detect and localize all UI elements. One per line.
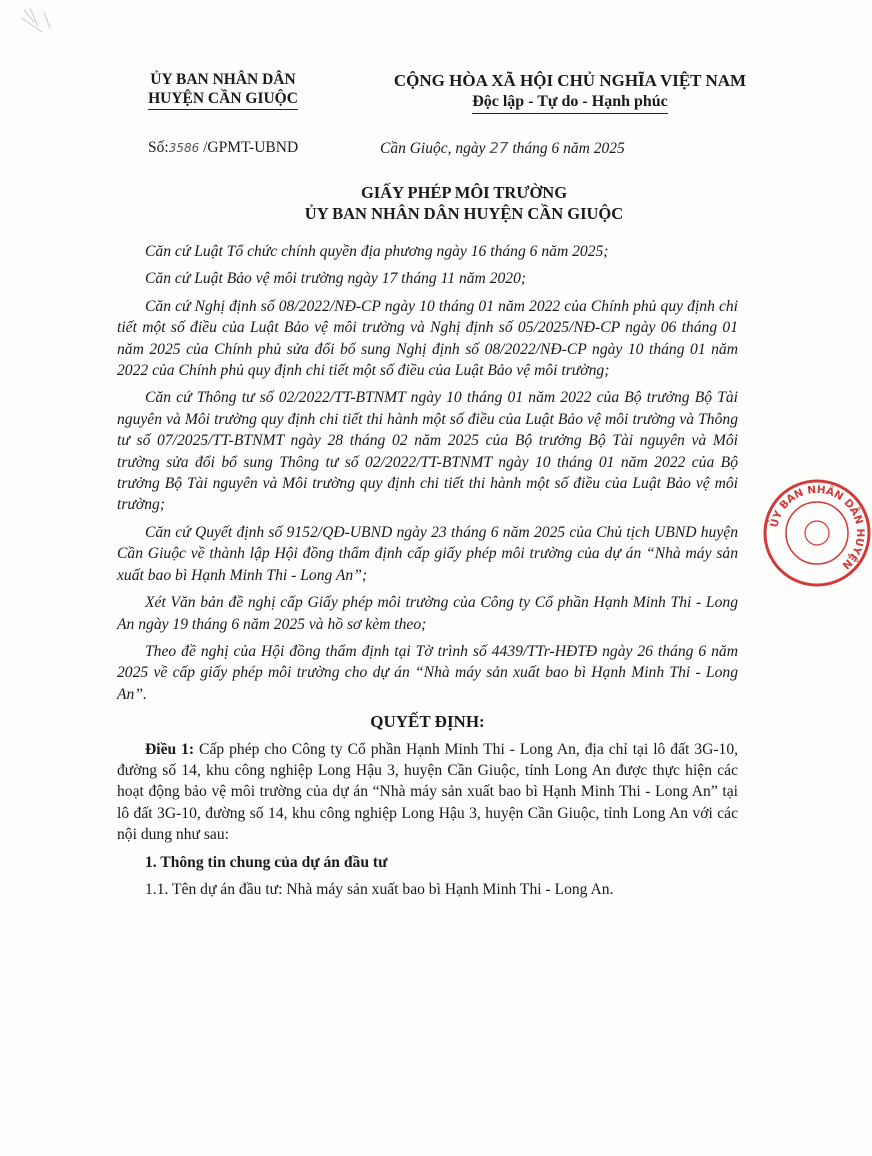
doc-no-prefix: Số: [148, 139, 169, 156]
date-line [380, 139, 625, 158]
nation-name: CỘNG HÒA XÃ HỘI CHỦ NGHĨA VIỆT NAM [393, 71, 747, 90]
decision-heading: QUYẾT ĐỊNH: [370, 712, 485, 732]
title-line2: ỦY BAN NHÂN DÂN HUYỆN CẦN GIUỘC [304, 204, 624, 223]
document-title [118, 182, 810, 224]
section-1-item-1: 1.1. Tên dự án đầu tư: Nhà máy sản xuất bao bì Hạnh Minh Thi - Long An. [145, 880, 614, 898]
article-1 [117, 739, 738, 846]
preamble-item: Xét Văn bản đề nghị cấp Giấy phép môi trường của Công ty Cổ phần Hạnh Minh Thi - Long An ngày 19 tháng 6 năm 2025 và hồ sơ kèm theo; [117, 594, 738, 633]
title-line1: GIẤY PHÉP MÔI TRƯỜNG [360, 183, 568, 202]
national-heading [330, 70, 810, 114]
doc-no-handwritten: 3586 [168, 141, 200, 155]
document-body [117, 241, 738, 906]
agency-line1: ỦY BAN NHÂN DÂN [150, 71, 296, 88]
preamble-item: Theo đề nghị của Hội đồng thẩm định tại Tờ trình số 4439/TTr-HĐTĐ ngày 26 tháng 6 năm 2025 về cấp giấy phép môi trường cho dự án “Nhà máy sản xuất bao bì Hạnh Minh Thi - Long An”. [117, 642, 738, 703]
document-number [148, 139, 298, 157]
doc-no-suffix: /GPMT-UBND [199, 139, 299, 156]
official-seal-icon [762, 478, 872, 588]
scan-mark-decoration [20, 6, 60, 46]
preamble-item: Căn cứ Nghị định số 08/2022/NĐ-CP ngày 10 tháng 01 năm 2022 của Chính phủ quy định chi tiết một số điều của Luật Bảo vệ môi trường và Nghị định số 05/2025/NĐ-CP ngày 06 tháng 01 năm 2025 của Chính phủ sửa đổi bổ sung Nghị định số 08/2022/NĐ-CP ngày 10 tháng 01 năm 2022 của Chính phủ quy định chi tiết một số điều của Luật Bảo vệ môi trường; [117, 297, 738, 380]
date-day-handwritten: 27 [489, 139, 509, 157]
preamble-item: Căn cứ Luật Tổ chức chính quyền địa phương ngày 16 tháng 6 năm 2025; [145, 243, 609, 260]
preamble-item: Căn cứ Thông tư số 02/2022/TT-BTNMT ngày 10 tháng 01 năm 2022 của Bộ trưởng Bộ Tài nguyên và Môi trường quy định chi tiết thi hành một số điều của Luật Bảo vệ môi trường và Thông tư số 07/2025/TT-BTNMT ngày 28 tháng 02 năm 2025 của Bộ trưởng Bộ Tài nguyên và Môi trường sửa đổi bổ sung Thông tư số 02/2022/TT-BTNMT ngày 10 tháng 01 năm 2022 của Bộ trưởng Bộ Tài nguyên và Môi trường quy định chi tiết thi hành một số điều của Luật Bảo vệ môi trường; [117, 389, 738, 514]
issuing-agency [118, 70, 328, 110]
agency-line2: HUYỆN CẦN GIUỘC [148, 89, 298, 110]
section-1-heading: 1. Thông tin chung của dự án đầu tư [145, 853, 388, 871]
preamble-item: Căn cứ Quyết định số 9152/QĐ-UBND ngày 23 tháng 6 năm 2025 của Chủ tịch UBND huyện Cần Giuộc về thành lập Hội đồng thẩm định cấp giấy phép môi trường của dự án “Nhà máy sản xuất bao bì Hạnh Minh Thi - Long An”; [117, 523, 738, 584]
date-prefix: Cần Giuộc, ngày [380, 140, 490, 157]
svg-text:ỦY BAN NHÂN DÂN HUYỆN: ỦY BAN NHÂN DÂN HUYỆN [768, 483, 867, 572]
preamble-item: Căn cứ Luật Bảo vệ môi trường ngày 17 tháng 11 năm 2020; [145, 270, 527, 288]
date-suffix: tháng 6 năm 2025 [508, 140, 625, 157]
national-motto: Độc lập - Tự do - Hạnh phúc [472, 91, 668, 114]
article-1-label: Điều 1: [145, 740, 195, 758]
article-1-text: Cấp phép cho Công ty Cổ phần Hạnh Minh Thi - Long An, địa chỉ tại lô đất 3G-10, đường số 14, khu công nghiệp Long Hậu 3, huyện Cần Giuộc, tỉnh Long An được thực hiện các hoạt động bảo vệ môi trường của dự án “Nhà máy sản xuất bao bì Hạnh Minh Thi - Long An” tại lô đất 3G-10, đường số 14, khu công nghiệp Long Hậu 3, huyện Cần Giuộc, tỉnh Long An với các nội dung như sau: [117, 740, 739, 844]
